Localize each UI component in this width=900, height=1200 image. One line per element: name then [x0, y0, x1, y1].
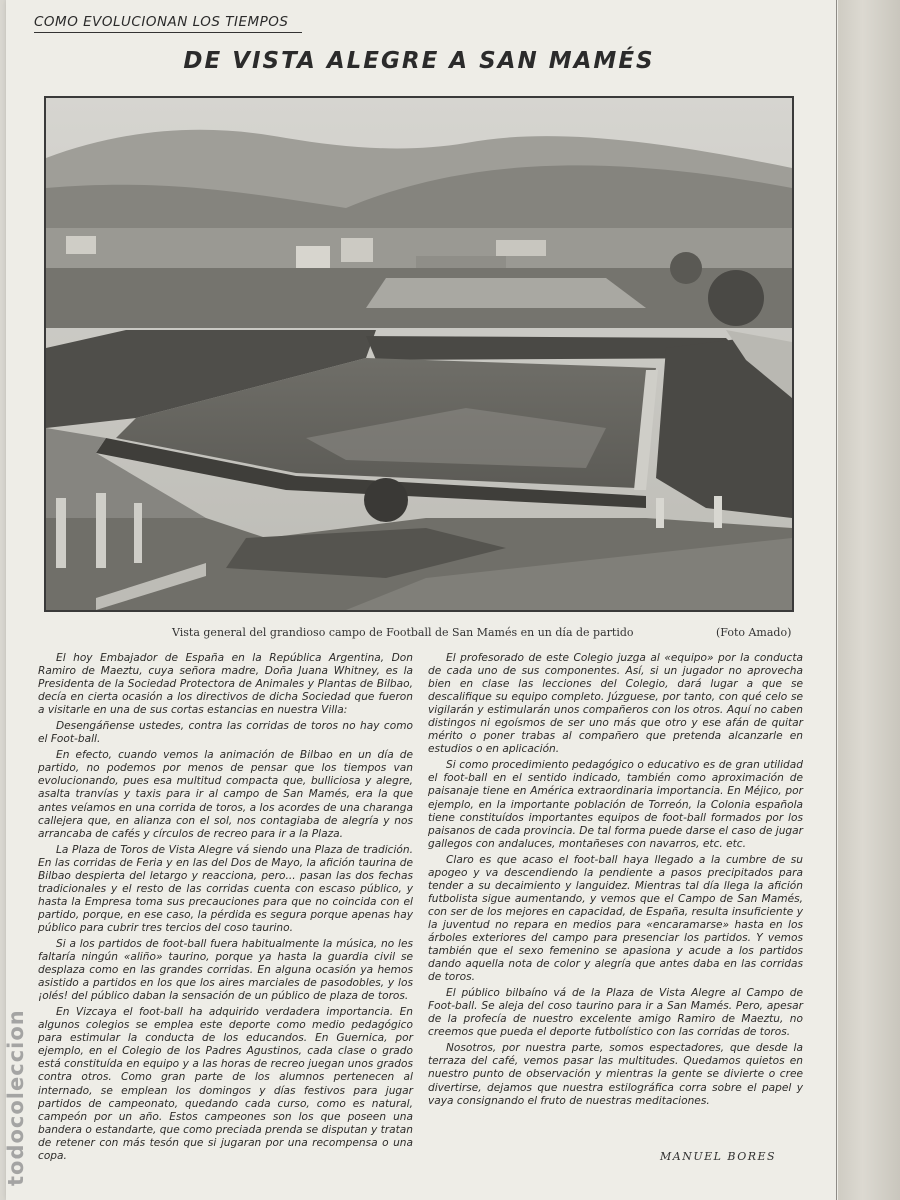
paragraph: Nosotros, por nuestra parte, somos espectadores, que desde la terraza del café, vemos pasar las multitudes. Quedamos quietos en nuestro punto de observación y mientras la gente se divierte o cree divertirse, dejamos que nuestra estilográfica corra sobre el papel y vaya consignando el fruto de nuestras meditaciones. — [428, 1042, 803, 1107]
paragraph: La Plaza de Toros de Vista Alegre vá siendo una Plaza de tradición. En las corridas de Feria y en las del Dos de Mayo, la afición taurina de Bilbao despierta del letargo y reacciona, pero... pasan las dos fechas tradicionales y el resto de las corridas cuenta con escaso público, y hasta la Empresa toma sus precauciones para que no coincida con el partido, porque, en ese caso, la pérdida es segura porque apenas hay público para cubrir tres tercios del coso taurino. — [38, 843, 413, 934]
author-signature: MANUEL BORES — [660, 1150, 777, 1163]
article-column-left — [38, 652, 413, 1166]
section-kicker: COMO EVOLUCIONAN LOS TIEMPOS — [34, 14, 302, 33]
article-title: DE VISTA ALEGRE A SAN MAMÉS — [183, 48, 655, 74]
page-edge-line — [836, 0, 837, 1200]
paragraph: El profesorado de este Colegio juzga al «equipo» por la conducta de cada uno de sus componentes. Así, si un jugador no aprovecha bien en clase las lecciones del Colegio, dará lugar a que se descalifique su equipo completo. Júzguese, por tanto, con qué celo se vigilarán y estimularán unos compañeros con los otros. Aquí no caben distingos ni egoísmos de ser uno más que otro y ese afán de quitar mérito o poner trabas al compañero que pretenda alcanzarle en estudios o en aplicación. — [428, 652, 803, 756]
photo-caption: Vista general del grandioso campo de Football de San Mamés en un día de partido — [172, 626, 634, 639]
paragraph: En efecto, cuando vemos la animación de Bilbao en un día de partido, no podemos por menos de pensar que los tiempos van evolucionando, pues esa multitud compacta que, bulliciosa y alegre, asalta tranvías y taxis para ir al campo de San Mamés, era la que antes veíamos en una corrida de toros, a los acordes de una charanga callejera que, en alianza con el sol, nos contagiaba de alegría y nos arrancaba de cafés y círculos de recreo para ir a la Plaza. — [38, 749, 413, 840]
paragraph: Desengáñense ustedes, contra las corridas de toros no hay como el Foot-ball. — [38, 720, 413, 746]
paragraph: Si como procedimiento pedagógico o educativo es de gran utilidad el foot-ball en el sentido indicado, también como aproximación de paisanaje tiene en América extraordinaria importancia. En Méjico, por ejemplo, en la importante población de Torreón, la Colonia española tiene constituídos importantes equipos de foot-ball formados por los paisanos de cada provincia. De tal forma puede darse el caso de jugar gallegos con andaluces, montañeses con navarros, etc. etc. — [428, 759, 803, 850]
watermark-text: todocoleccion — [4, 1009, 28, 1186]
stadium-illustration — [46, 98, 792, 610]
paragraph: El hoy Embajador de España en la República Argentina, Don Ramiro de Maeztu, cuya señora madre, Doña Juana Whitney, es la Presidenta de la Sociedad Protectora de Animales y Plantas de Bilbao, decía en cierta ocasión a los directivos de dicha Sociedad que fueron a visitarle en una de sus cortas estancias en nuestra Villa: — [38, 652, 413, 717]
paragraph: Si a los partidos de foot-ball fuera habitualmente la música, no les faltaría ningún «aliño» taurino, porque ya hasta la guardia civil se desplaza como en las grandes corridas. En alguna ocasión ya hemos asistido a partidos en los que los aires marciales de pasodobles, y los ¡olés! del público daban la sensación de un público de plaza de toros. — [38, 937, 413, 1003]
paragraph: Claro es que acaso el foot-ball haya llegado a la cumbre de su apogeo y va descendiendo la pendiente a pasos precipitados para tender a su decaimiento y languidez. Mientras tal día llega la afición futbolista sigue aumentando, y vemos que el Campo de San Mamés, con ser de los mejores en capacidad, de España, resulta insuficiente y la juventud no repara en medios para «encaramarse» hasta en los árboles exteriores del campo para presenciar los partidos. Y vemos también que el sexo femenino se apasiona y acude a los partidos dando aquella nota de color y alegría que antes daba en las corridas de toros. — [428, 853, 803, 984]
paragraph: El público bilbaíno vá de la Plaza de Vista Alegre al Campo de Foot-ball. Se aleja del coso taurino para ir a San Mamés. Pero, apesar de la profecía de nuestro excelente amigo Ramiro de Maeztu, no creemos que pueda el deporte futbolístico con las corridas de toros. — [428, 987, 803, 1039]
article-column-right — [428, 652, 803, 1111]
paragraph: En Vizcaya el foot-ball ha adquirido verdadera importancia. En algunos colegios se emplea este deporte como medio pedagógico para estimular la conducta de los educandos. En Guernica, por ejemplo, en el Colegio de los Padres Agustinos, cada clase o grado está constituída en equipo y a las horas de recreo juegan unos grados contra otros. Como gran parte de los alumnos pertenecen al internado, se emplean los domingos y días festivos para jugar partidos de campeonato, quedando cada curso, como es natural, campeón por un año. Estos campeones son los que poseen una bandera o estandarte, que como preciada prenda se disputan y tratan de retener con más tesón que si jugaran por una recompensa o una copa. — [38, 1006, 413, 1162]
photo-credit: (Foto Amado) — [716, 626, 792, 639]
stadium-photo — [44, 96, 794, 612]
page-edge — [838, 0, 900, 1200]
